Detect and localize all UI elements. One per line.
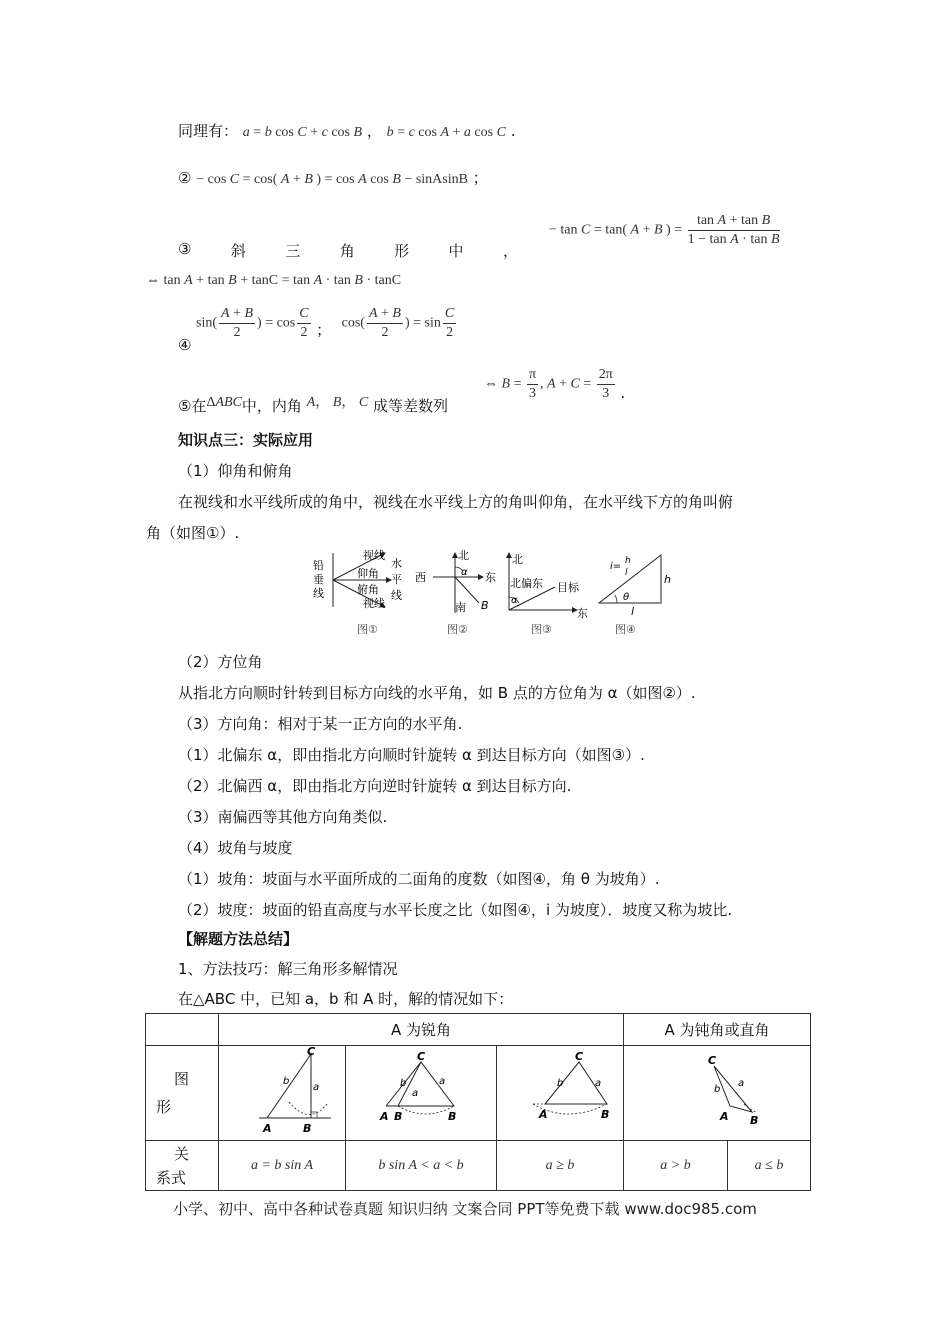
fig1-label-elevation: 仰角 xyxy=(357,567,379,580)
cell-figure-4 xyxy=(624,1046,811,1141)
svg-text:A: A xyxy=(380,1110,389,1123)
triangle-one-solution xyxy=(219,1046,345,1136)
fig3-label-north: 北 xyxy=(512,553,523,566)
line-arithmetic-angles: ⑤在ΔABC中，内角 A， B， C 成等差数列 xyxy=(178,395,448,415)
svg-text:C: C xyxy=(708,1054,717,1067)
header-acute: A 为锐角 xyxy=(219,1014,624,1046)
fig1-label-vertical-1: 铅 xyxy=(313,559,324,572)
fig1-label-vertical-3: 线 xyxy=(313,587,324,600)
svg-text:B: B xyxy=(394,1110,403,1123)
fig1-caption: 图① xyxy=(357,623,378,636)
svg-text:b: b xyxy=(400,1078,407,1089)
fig3-label-target: 目标 xyxy=(557,581,579,594)
fig3-label-north-east: 北偏东 xyxy=(510,577,543,590)
relation-1: a = b sin A xyxy=(219,1141,346,1191)
svg-text:C: C xyxy=(575,1050,584,1063)
cell-figure-1 xyxy=(219,1046,346,1141)
fig2-label-b: B xyxy=(481,599,489,612)
svg-text:B: B xyxy=(303,1122,312,1135)
fig4-label-length: l xyxy=(631,605,635,618)
section-title-method: 【解题方法总结】 xyxy=(178,930,299,948)
fig3-label-east: 东 xyxy=(577,607,588,620)
para-bearing-def: 从指北方向顺时针转到目标方向线的水平角，如 B 点的方位角为 α（如图②）. xyxy=(178,684,696,702)
triangle-two-solutions xyxy=(346,1046,496,1136)
svg-text:A: A xyxy=(263,1122,272,1135)
row-label-relation: 关 系式 xyxy=(146,1141,219,1191)
formula-angle-b: ⇔ B = $\frac{\pi}{3}$ , A + C = $\frac{2\pi}{3}$ . xyxy=(484,367,626,402)
fig3-caption: 图③ xyxy=(531,623,552,636)
fig4-label-i: i= xyxy=(610,561,622,572)
row-label-figure: 图 形 xyxy=(146,1046,219,1141)
fig1-label-horizontal-1: 水 xyxy=(391,557,402,570)
para-method-tip: 1、方法技巧：解三角形多解情况 xyxy=(178,960,398,978)
svg-text:a: a xyxy=(412,1088,419,1099)
line-cos-identity: ② − cos C = cos( A + B ) = cos A cos B − sinAsinB ； xyxy=(178,169,488,187)
para-slope-ratio: （2）坡度：坡面的铅直高度与水平长度之比（如图④，i 为坡度）．坡度又称为坡比. xyxy=(178,901,733,919)
line-half-angle-prefix: ④ xyxy=(178,336,192,354)
para-elevation-def-cont: 角（如图①）. xyxy=(146,524,240,542)
fig3-label-alpha: α xyxy=(511,595,518,606)
svg-text:C: C xyxy=(307,1046,316,1058)
fig4-label-height: h xyxy=(664,573,671,586)
fig2-label-alpha: α xyxy=(461,567,468,578)
relation-5: a ≤ b xyxy=(728,1141,811,1191)
triangle-a-ge-b xyxy=(497,1046,623,1136)
para-north-east: （1）北偏东 α，即由指北方向顺时针旋转 α 到达目标方向（如图③）. xyxy=(178,746,645,764)
fig1-label-depression: 俯角 xyxy=(357,583,379,596)
para-elevation-def: 在视线和水平线所成的角中，视线在水平线上方的角叫仰角，在水平线下方的角叫俯 xyxy=(178,493,734,511)
fig1-label-sightline-up: 视线 xyxy=(363,549,385,562)
line-oblique-triangle: ③ 斜 三 角 形 中 ， xyxy=(178,240,518,260)
svg-text:A: A xyxy=(720,1110,729,1123)
formula-b-projection: b = c cos A + a cos C xyxy=(386,125,506,140)
formula-half-angle: sin( $\frac{A + B}{2}$ ) = cos $\frac{C}{2}$ ； cos( $\frac{A + B}{2}$ ) = sin $\frac{C}{2}$ xyxy=(196,306,455,340)
svg-text:a: a xyxy=(738,1078,745,1089)
svg-text:b: b xyxy=(557,1078,564,1089)
svg-text:A: A xyxy=(539,1108,548,1121)
para-direction-title: （3）方向角：相对于某一正方向的水平角. xyxy=(178,715,463,733)
line-same-reason: 同理有： a = b cos C + c cos B ， b = c cos A + a cos C . xyxy=(178,122,516,140)
fig1-label-horizontal-2: 平 xyxy=(391,573,402,586)
para-north-west: （2）北偏西 α，即由指北方向逆时针旋转 α 到达目标方向. xyxy=(178,777,572,795)
cell-figure-3 xyxy=(497,1046,624,1141)
figure-3-direction xyxy=(509,553,588,636)
figure-1-elevation xyxy=(313,548,402,636)
svg-text:B: B xyxy=(448,1110,457,1123)
svg-text:a: a xyxy=(313,1082,320,1093)
fig1-label-vertical-2: 垂 xyxy=(313,573,324,586)
relation-4: a > b xyxy=(624,1141,728,1191)
fig1-label-sightline-down: 视线 xyxy=(363,597,385,610)
cell-figure-2 xyxy=(346,1046,497,1141)
fig2-label-south: 南 xyxy=(455,601,466,614)
page-footer: 小学、初中、高中各种试卷真题 知识归纳 文案合同 PPT等免费下载 www.doc985.com xyxy=(173,1200,757,1218)
relation-3: a ≥ b xyxy=(497,1141,624,1191)
figure-2-bearing xyxy=(415,549,496,636)
fig2-label-east: 东 xyxy=(485,571,496,584)
formula-cos-sum: − cos C = cos( A + B ) = cos A cos B − sinAsinB xyxy=(196,172,468,187)
svg-text:a: a xyxy=(439,1076,446,1087)
svg-text:b: b xyxy=(714,1084,721,1095)
header-obtuse: A 为钝角或直角 xyxy=(624,1014,811,1046)
fig4-label-ratio-l: l xyxy=(625,568,628,578)
relation-2: b sin A < a < b xyxy=(346,1141,497,1191)
figures-angle-diagrams xyxy=(305,545,675,645)
fig2-label-west: 西 xyxy=(415,571,426,584)
svg-text:b: b xyxy=(283,1076,290,1087)
svg-text:a: a xyxy=(595,1078,602,1089)
fig1-label-horizontal-3: 线 xyxy=(391,589,402,602)
para-elevation-title: （1）仰角和俯角 xyxy=(178,462,293,480)
formula-a-projection: a = b cos C + c cos B xyxy=(242,125,363,140)
fig4-caption: 图④ xyxy=(615,623,636,636)
solution-cases-table xyxy=(145,1013,811,1191)
fig4-label-ratio-h: h xyxy=(625,556,631,566)
fig2-caption: 图② xyxy=(447,623,468,636)
svg-text:B: B xyxy=(601,1108,610,1121)
para-method-intro: 在△ABC 中，已知 a，b 和 A 时，解的情况如下： xyxy=(178,990,514,1008)
para-bearing-title: （2）方位角 xyxy=(178,653,263,671)
svg-text:B: B xyxy=(750,1114,759,1127)
para-slope-angle: （1）坡角：坡面与水平面所成的二面角的度数（如图④，角 θ 为坡角）. xyxy=(178,870,660,888)
formula-tan-product: ⇔ tan A + tan B + tanC = tan A · tan B · tanC xyxy=(146,273,402,288)
para-slope-title: （4）坡角与坡度 xyxy=(178,839,293,857)
fig2-label-north: 北 xyxy=(458,549,469,562)
formula-tan-sum: − tan C = tan( A + B ) = $\frac{\text{tan A + tan B}}{\text{1 − tan A · tan B}}$ xyxy=(549,213,780,247)
figure-4-slope xyxy=(599,555,671,636)
para-south-west: （3）南偏西等其他方向角类似. xyxy=(178,808,388,826)
section-title-applications: 知识点三：实际应用 xyxy=(178,431,314,449)
triangle-obtuse xyxy=(624,1046,810,1136)
fig4-label-theta: θ xyxy=(623,592,630,603)
svg-text:C: C xyxy=(417,1050,426,1063)
